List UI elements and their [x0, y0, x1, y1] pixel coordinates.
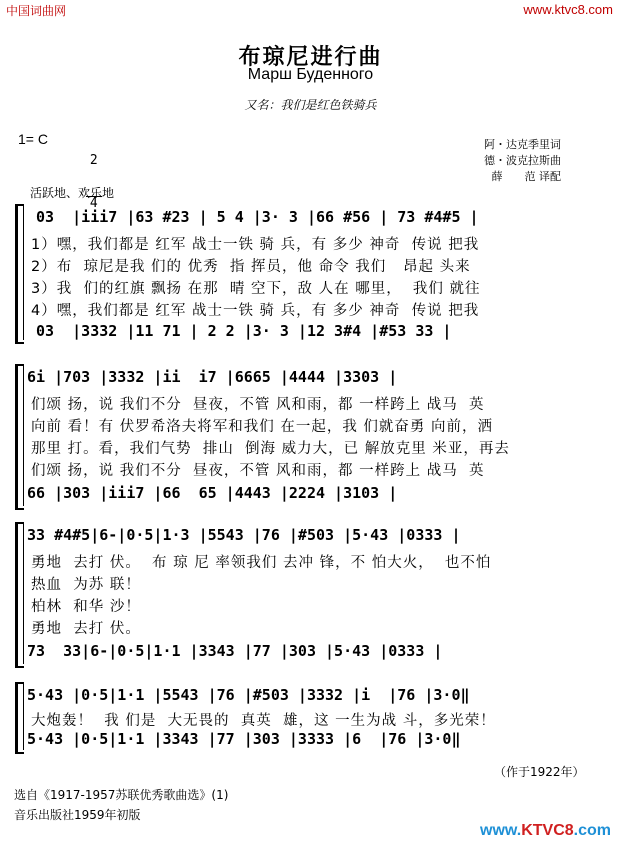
song-subtitle-russian: Марш Буденного — [247, 66, 374, 83]
score-system-1 — [15, 204, 607, 344]
credit-lyricist: 阿・达克季里词 — [484, 138, 561, 151]
lyric-verse-1: 们颂 扬，说 我们不分 昼夜，不管 风和雨，都 一样跨上 战马 英 — [31, 397, 485, 413]
lyric-verse-4: 勇地 去打 伏。 — [31, 621, 141, 637]
harmony-notes-lower: 66 |303 |iii7 |66 65 |4443 |2224 |3103 | — [27, 484, 398, 502]
song-title: 布琼尼进行曲 — [238, 45, 383, 70]
lyric-verse-4: 4）嘿，我们都是 红军 战士一铁 骑 兵，有 多少 神奇 传说 把我 — [31, 303, 480, 319]
meter-top: 2 — [89, 153, 98, 168]
melody-notes-upper: 5·43 |0·5|1·1 |5543 |76 |#503 |3332 |i |76 |3·0‖ — [27, 686, 470, 704]
lyric-verse-2: 2）布 琼尼是我 们的 优秀 指 挥员，他 命令 我们 昂起 头来 — [31, 259, 471, 275]
meter-bottom: 4 — [86, 196, 102, 211]
logo-brand: KTVC8 — [521, 822, 574, 839]
footer-site-logo[interactable] — [480, 822, 611, 840]
lyric-verse-1: 勇地 去打 伏。 布 琼 尼 率领我们 去冲 锋，不 怕大火， 也不怕 — [31, 555, 492, 571]
score-system-4 — [15, 682, 607, 754]
lyric-verse-final: 大炮轰！ 我 们是 大无畏的 真英 雄，这 一生为战 斗，多光荣！ — [31, 713, 496, 729]
score-system-3 — [15, 522, 607, 668]
logo-prefix: www. — [480, 822, 522, 839]
melody-notes-upper: 6i |703 |3332 |ii i7 |6665 |4444 |3303 | — [27, 368, 398, 386]
lyric-verse-3: 柏林 和华 沙！ — [31, 599, 141, 615]
lyric-verse-1: 1）嘿，我们都是 红军 战士一铁 骑 兵，有 多少 神奇 传说 把我 — [31, 237, 480, 253]
source-line-1: 选自《1917-1957苏联优秀歌曲选》(1) — [14, 788, 229, 802]
key-signature: 1= C — [18, 131, 48, 147]
harmony-notes-lower: 03 |3332 |11 71 | 2 2 |3· 3 |12 3#4 |#53 33 | — [27, 322, 452, 340]
melody-notes-upper: 03 |iii7 |63 #23 | 5 4 |3· 3 |66 #56 | 73 #4#5 | — [27, 208, 479, 226]
tempo-marking: 活跃地、欢乐地 — [30, 186, 115, 200]
site-url-right[interactable]: www.ktvc8.com — [523, 2, 613, 17]
melody-notes-upper: 33 #4#5|6-|0·5|1·3 |5543 |76 |#503 |5·43 |0333 | — [27, 526, 461, 544]
lyric-verse-4: 们颂 扬，说 我们不分 昼夜，不管 风和雨，都 一样跨上 战马 英 — [31, 463, 485, 479]
source-line-2: 音乐出版社1959年初版 — [14, 808, 141, 822]
lyric-verse-3: 3）我 们的红旗 飘扬 在那 晴 空下，敌 人在 哪里， 我们 就往 — [31, 281, 481, 297]
composition-date: （作于1922年） — [494, 765, 585, 779]
lyric-verse-3: 那里 打。看，我们气势 排山 倒海 威力大，已 解放克里 米亚，再去 — [31, 441, 510, 457]
credit-translator: 薛 范 译配 — [491, 170, 561, 183]
harmony-notes-lower: 5·43 |0·5|1·1 |3343 |77 |303 |3333 |6 |76 |3·0‖ — [27, 730, 461, 748]
lyric-verse-2: 热血 为苏 联！ — [31, 577, 141, 593]
lyric-verse-2: 向前 看！有 伏罗希洛夫将军和我们 在一起，我 们就奋勇 向前，洒 — [31, 419, 494, 435]
harmony-notes-lower: 73 33|6-|0·5|1·1 |3343 |77 |303 |5·43 |0333 | — [27, 642, 443, 660]
song-alias: 又名：我们是红色铁骑兵 — [244, 98, 377, 112]
site-name-left[interactable]: 中国词曲网 — [6, 4, 67, 18]
score-system-2 — [15, 364, 607, 510]
logo-suffix: .com — [573, 822, 611, 839]
credit-composer: 德・波克拉斯曲 — [484, 154, 561, 167]
